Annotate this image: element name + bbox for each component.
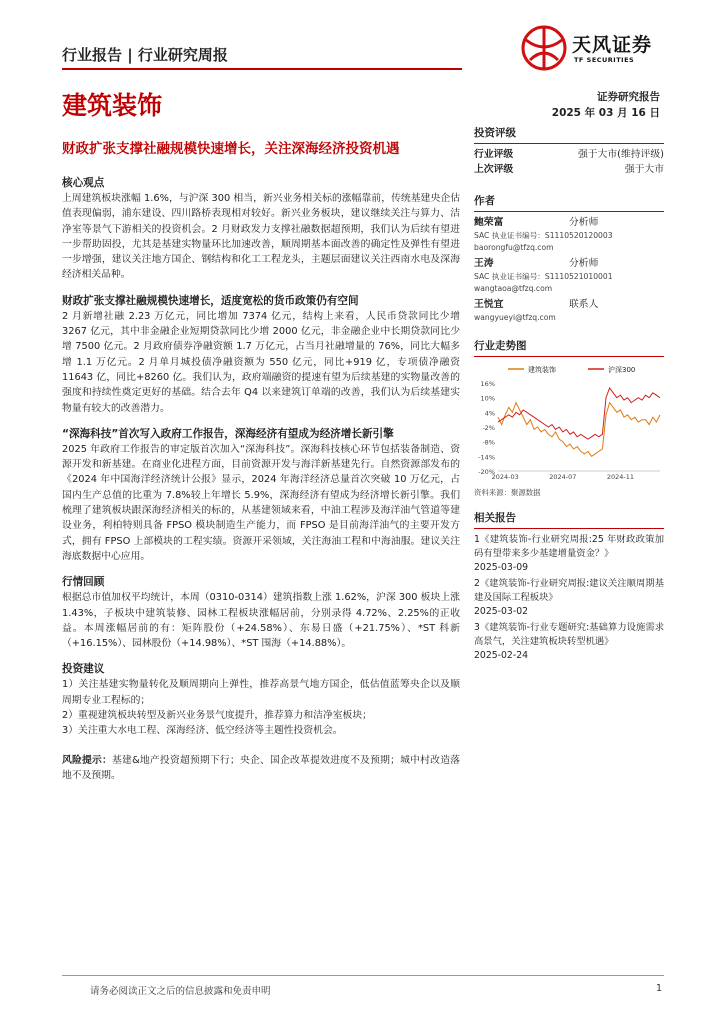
related-report-date: 2025-03-02: [474, 605, 529, 617]
related-title: 相关报告: [474, 510, 664, 529]
sidebar: [474, 125, 664, 665]
author-email[interactable]: baorongfu@tfzq.com: [474, 242, 554, 252]
related-report-title[interactable]: 3《建筑装饰-行业专题研究:基础算力设施需求高景气，关注建筑板块转型机遇》: [474, 621, 664, 647]
series-line-csi300: [498, 387, 660, 438]
author-role: 联系人: [569, 299, 599, 310]
related-report[interactable]: [474, 621, 664, 663]
risk-text: 基建&地产投资超预期下行；央企、国企改革提效进度不及预期；城中村改造落地不及预期。: [62, 754, 460, 781]
y-tick-label: 16%: [480, 379, 495, 388]
x-tick-label: 2024-07: [549, 472, 577, 481]
header-divider: [62, 68, 462, 70]
author-name: 王悦宜: [474, 299, 504, 310]
report-date: 2025 年 03 月 16 日: [551, 107, 660, 119]
author-card: [474, 257, 664, 294]
trend-title: 行业走势图: [474, 338, 664, 357]
x-tick-label: 2024-03: [491, 472, 519, 481]
section-heading: “深海科技”首次写入政府工作报告，深海经济有望成为经济增长新引擎: [62, 427, 394, 440]
section-paragraph: 根据总市值加权平均统计，本周（0310-0314）建筑指数上涨 1.62%，沪深 300 板块上涨 1.43%，子板块中建筑装修、园林工程板块涨幅居前，分别录得 4.72%、2.25%的正收益。本周涨幅居前的有：矩阵股份（+24.58%）、东易日盛（+21.75%）、*ST 科新（+16.15%）、园林股份（+14.98%）、*ST 围海（+14.88%）。: [62, 592, 460, 650]
risk-warning: [62, 753, 460, 784]
footer-divider: [62, 975, 664, 976]
rating-value: 强于大市(维持评级): [577, 149, 664, 160]
related-report[interactable]: [474, 533, 664, 575]
section-paragraph: 2025 年政府工作报告的审定版首次加入“深海科技”。深海科技核心环节包括装备制造、资源开发和新基建。在商业化进程方面，目前资源开发与海洋新基建先行。自然资源部发布的《2024 年中国海洋经济统计公报》显示，2024 年海洋经济总量首次突破 10 万亿元，占国内生产总值的比重为 7.8%较上年增长 5.9%，深海经济有望成为经济增长新引擎。我们梳理了建筑板块跟深海经济相关的标的，从基建领域来看，中油工程涉及海洋油气管道等建设业务，利柏特则具备 FPSO 模块制造生产能力，而 FPSO 是目前海洋油气的主要开发方式，拥有 FPSO 上部模块的工程实绩。资源开采领域，关注海油工程和中海油服。建议关注海底数据中心应用。: [62, 443, 460, 562]
section-heading: 行情回顾: [62, 576, 105, 589]
logo-mark-icon: [520, 24, 568, 72]
section-market-review: [62, 575, 460, 651]
related-report-title[interactable]: 1《建筑装饰-行业研究周报:25 年财政政策加码有望带来多少基建增量资金？》: [474, 533, 664, 559]
y-tick-label: 4%: [484, 408, 495, 417]
author-card: [474, 216, 664, 253]
author-sac: SAC 执业证书编号：S1110521010001: [474, 272, 613, 281]
trend-chart-svg: [474, 361, 664, 481]
report-kind: 证券研究报告: [597, 91, 660, 103]
page-number: 1: [655, 983, 662, 994]
industry-title: 建筑装饰: [62, 91, 163, 120]
advice-item: 3）关注重大水电工程、深海经济、低空经济等主题性投资机会。: [62, 725, 343, 737]
author-sac: SAC 执业证书编号：S1110520120003: [474, 231, 613, 240]
section-investment-advice: [62, 662, 460, 738]
main-content: [62, 176, 460, 788]
related-report-title[interactable]: 2《建筑装饰-行业研究周报:建议关注顺周期基建及国际工程板块》: [474, 577, 664, 603]
section-heading: 核心观点: [62, 177, 105, 189]
section-paragraph: 上周建筑板块涨幅 1.6%，与沪深 300 相当，新兴业务相关标的涨幅靠前，传统基建央企估值表现偏弱，浦东建设、四川路桥表现相对较好。新兴业务板块，建议继续关注与算力、洁净室等景气下游相关的投资机会。2 月财政发力支撑社融数据超预期，我们认为后续有望进一步帮助固投，尤其是基建实物量环比加速改善，顺周期基本面改善的确定性及弹性有望进一步增强，建议关注地方国企、钢结构和化工工程龙头，主题层面建议关注西南水电及深海经济相关品种。: [62, 193, 460, 281]
author-role: 分析师: [569, 217, 599, 228]
related-report-date: 2025-03-09: [474, 561, 529, 573]
section-core: [62, 176, 460, 283]
y-tick-label: -14%: [478, 452, 495, 461]
advice-item: 1）关注基建实物量转化及顺周期向上弹性，推荐高景气地方国企，低估值蓝筹央企以及顺周期专业工程标的；: [62, 679, 460, 706]
y-tick-label: -20%: [478, 467, 495, 476]
section-heading: 财政扩张支撑社融规模快速增长，适度宽松的货币政策仍有空间: [62, 294, 359, 307]
author-name: 鲍荣富: [474, 217, 504, 228]
section-social-financing: [62, 294, 460, 416]
x-tick-label: 2024-11: [606, 472, 634, 481]
footer-disclaimer: 请务必阅读正文之后的信息披露和免责申明: [90, 986, 271, 997]
trend-chart: [474, 361, 664, 485]
rating-label: 行业评级: [474, 149, 514, 160]
report-title: 财政扩张支撑社融规模快速增长，关注深海经济投资机遇: [62, 141, 400, 157]
author-email[interactable]: wangtaoa@tfzq.com: [474, 283, 553, 293]
logo-text: 天风证券: [572, 34, 653, 56]
legend-label: 沪深300: [608, 365, 636, 374]
rating-value: 强于大市: [624, 163, 664, 175]
section-heading: 投资建议: [62, 663, 105, 676]
related-report-date: 2025-02-24: [474, 649, 529, 661]
y-tick-label: -8%: [482, 438, 495, 447]
rating-row: [474, 148, 664, 163]
author-email[interactable]: wangyueyi@tfzq.com: [474, 313, 556, 322]
related-report[interactable]: [474, 577, 664, 619]
author-role: 分析师: [569, 258, 599, 269]
legend-label: 建筑装饰: [528, 365, 556, 374]
risk-label: 风险提示：: [62, 754, 113, 766]
advice-item: 2）重视建筑板块转型及新兴业务景气度提升，推荐算力和洁净室板块；: [62, 710, 372, 722]
rating-title: 投资评级: [474, 125, 664, 144]
author-title: 作者: [474, 193, 664, 212]
section-deep-sea: [62, 427, 460, 564]
y-tick-label: -2%: [482, 423, 495, 432]
rating-row: [474, 163, 664, 178]
report-category: 行业报告 | 行业研究周报: [62, 46, 228, 64]
rating-label: 上次评级: [474, 163, 514, 175]
author-name: 王涛: [474, 258, 494, 269]
logo-text-en: TF SECURITIES: [574, 56, 635, 64]
y-tick-label: 10%: [480, 394, 495, 403]
chart-source: 资料来源：聚源数据: [474, 487, 541, 497]
author-card: [474, 298, 664, 324]
company-logo: [520, 24, 670, 74]
section-paragraph: 2 月新增社融 2.23 万亿元，同比增加 7374 亿元，结构上来看，人民币贷款同比少增 3267 亿元，其中非金融企业短期贷款同比少增 2000 亿元，非金融企业中长期贷款同比少增 7500 亿元。2 月政府债券净融资额 1.7 万亿元，占当月社融增量的 76%，同比大幅多增 1.1 万亿元。2 月单月城投债净融资额为 550 亿元，同比+919 亿，专项债净融资 11643 亿，同比+8260 亿。我们认为，政府端融资的提速有望为后续基建的实物量改善的强度和持续性奠定更好的基础。结合去年 Q4 以来建筑订单端的改善，我们认为后续基建实物量有较大的改善潜力。: [62, 310, 460, 414]
